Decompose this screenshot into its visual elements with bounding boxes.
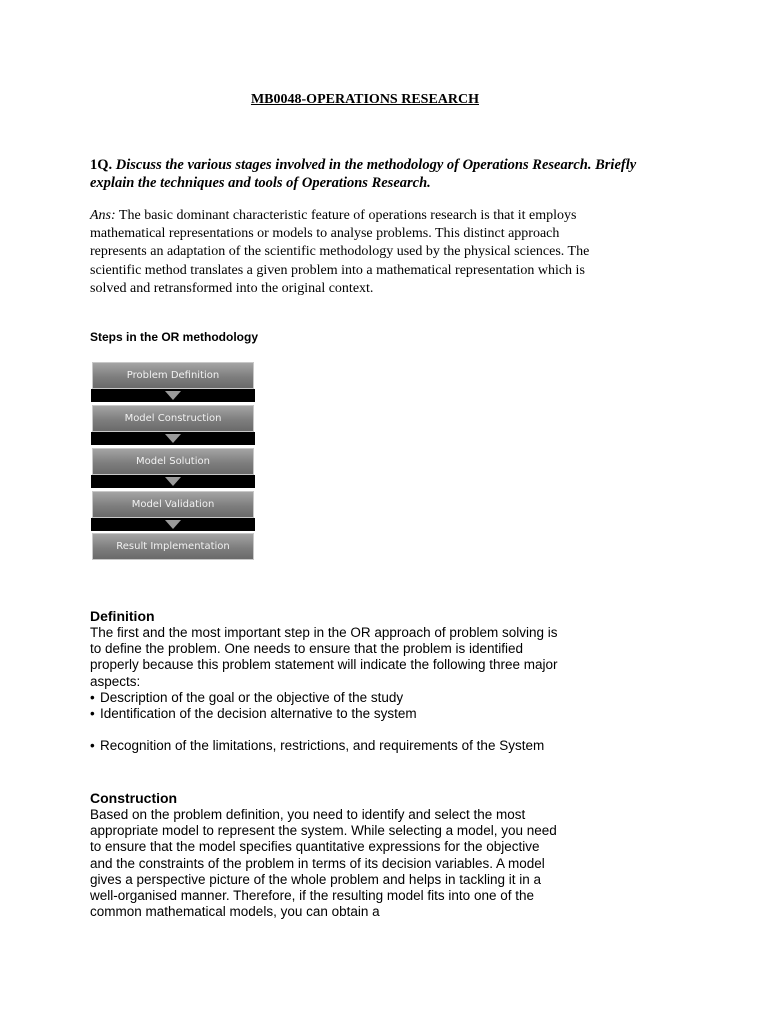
flow-step-model-validation: Model Validation xyxy=(92,491,254,518)
bullet-text: Identification of the decision alternative to the system xyxy=(100,706,417,722)
flow-step-model-solution: Model Solution xyxy=(92,448,254,475)
answer-text: The basic dominant characteristic feature of operations research is that it employs mathematical representations or models to analyse problems. This distinct approach represents an adaptation of the scientific methodology used by the physical sciences. The scientific method translates a given problem into a mathematical representation which is solved and retransformed into the original context. xyxy=(90,208,590,296)
definition-bullet xyxy=(90,706,560,722)
bullet-text: Recognition of the limitations, restrictions, and requirements of the System xyxy=(100,738,545,754)
bullet-text: Description of the goal or the objective of the study xyxy=(100,689,404,705)
flow-step-model-construction: Model Construction xyxy=(92,405,254,432)
flow-arrow-icon xyxy=(165,477,181,486)
question-block xyxy=(90,156,680,192)
flow-step-problem-definition: Problem Definition xyxy=(92,362,254,389)
definition-paragraph: The first and the most important step in the OR approach of problem solving is to define the problem. One needs to ensure that the problem is identified properly because this problem statement will indicate the following three major aspects: xyxy=(90,625,558,689)
or-methodology-flowchart xyxy=(91,362,255,560)
construction-section xyxy=(90,790,560,920)
answer-block xyxy=(90,207,590,298)
construction-paragraph: Based on the problem definition, you need to identify and select the most appropriate model to represent the system. While selecting a model, you need to ensure that the model specifies quantitative expressions for the objective and the constraints of the problem in terms of its decision variables. A model gives a perspective picture of the whole problem and helps in tackling it in a well-organised manner. Therefore, if the resulting model fits into one of the common mathematical models, you can obtain a xyxy=(90,807,557,920)
steps-heading: Steps in the OR methodology xyxy=(90,330,259,344)
answer-label: Ans: xyxy=(90,208,116,223)
flow-arrow-icon xyxy=(165,520,181,529)
bullet-icon: • xyxy=(90,738,95,754)
flow-arrow-icon xyxy=(165,434,181,443)
bullet-icon: • xyxy=(90,706,95,722)
definition-section xyxy=(90,608,560,754)
document-title: MB0048-OPERATIONS RESEARCH xyxy=(250,92,480,107)
definition-bullet xyxy=(90,738,560,754)
bullet-icon: • xyxy=(90,689,95,705)
definition-bullet xyxy=(90,690,560,706)
construction-heading: Construction xyxy=(90,790,178,806)
definition-heading: Definition xyxy=(90,608,155,624)
flow-step-result-implementation: Result Implementation xyxy=(92,533,254,560)
question-text: Discuss the various stages involved in the methodology of Operations Research. Briefly explain the techniques and tools of Operations Research. xyxy=(90,157,637,191)
question-number: 1Q. xyxy=(90,157,113,173)
flow-arrow-icon xyxy=(165,391,181,400)
